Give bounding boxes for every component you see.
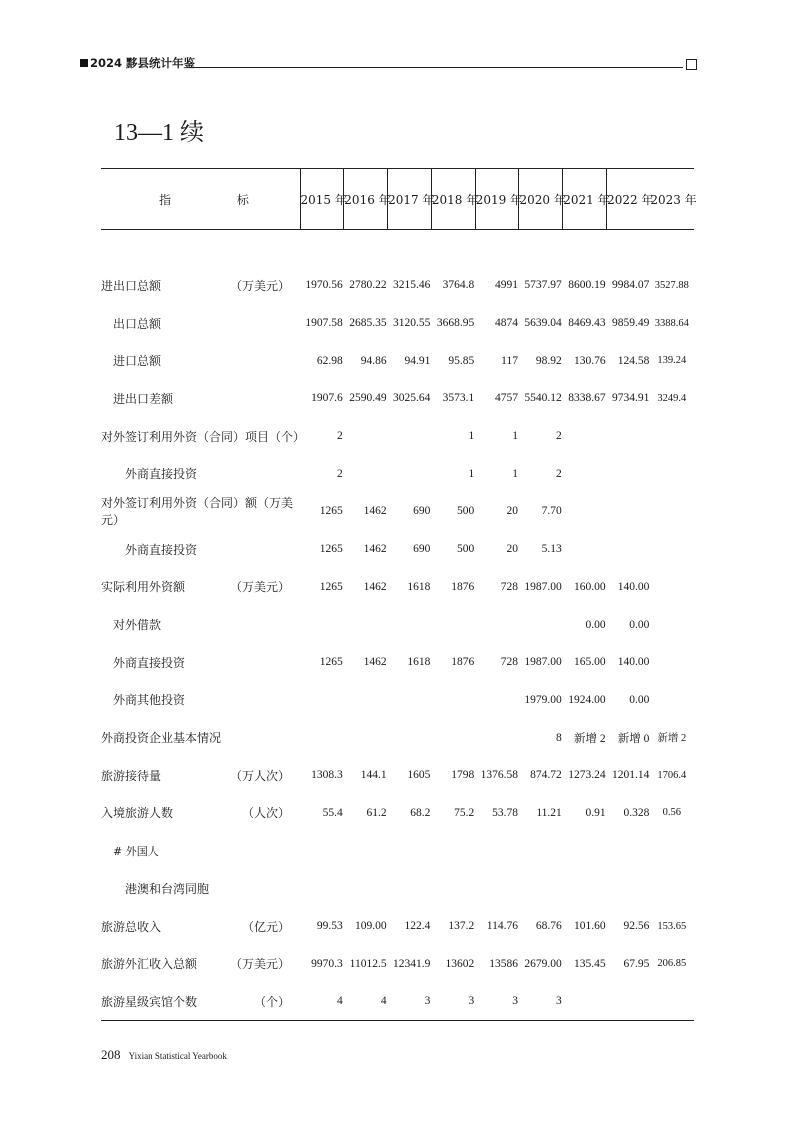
value-cell — [519, 606, 563, 644]
value-cell: 140.00 — [617, 656, 650, 669]
row-name: 外商其他投资 — [113, 693, 186, 708]
value-cell — [300, 719, 344, 757]
value-cell: 1876 — [451, 580, 475, 593]
value-cell: 0.56 — [662, 807, 681, 819]
value-cell: 1376.58 — [480, 769, 518, 782]
table-row — [101, 832, 694, 870]
value-cell: 5639.04 — [524, 317, 562, 330]
table-heading: 13—1 续 — [114, 120, 204, 146]
value-cell: 1265 — [319, 543, 343, 556]
value-cell — [563, 417, 607, 455]
row-label-cell — [101, 719, 300, 757]
row-label — [101, 654, 300, 671]
row-unit: （个） — [253, 994, 290, 1009]
value-cell: 130.76 — [573, 354, 606, 367]
value-cell — [475, 832, 519, 870]
value-cell — [563, 983, 607, 1021]
value-cell — [650, 417, 694, 455]
value-cell: 3764.8 — [442, 279, 475, 292]
table-row — [101, 380, 694, 418]
value-cell: 75.2 — [454, 806, 475, 819]
value-cell: 1798 — [451, 769, 475, 782]
value-cell — [607, 530, 651, 568]
value-cell — [431, 870, 475, 908]
value-cell — [475, 681, 519, 719]
table-row — [101, 643, 694, 681]
value-cell: 165.00 — [573, 656, 606, 669]
running-header — [80, 56, 697, 72]
value-cell: 2 — [556, 467, 562, 480]
value-cell: 4874 — [494, 317, 518, 330]
value-cell — [388, 719, 432, 757]
value-cell — [607, 983, 651, 1021]
value-cell — [519, 832, 563, 870]
value-cell: 117 — [501, 354, 518, 367]
value-cell: 2590.49 — [349, 392, 387, 405]
value-cell — [344, 681, 388, 719]
row-label-cell — [101, 304, 300, 342]
value-cell: 1706.4 — [657, 769, 687, 781]
row-name: 进出口差额 — [113, 391, 174, 406]
value-cell — [344, 870, 388, 908]
year-column-header: 2019 年 — [475, 169, 519, 230]
indicator-column-header — [101, 169, 300, 230]
value-cell: 68.2 — [410, 806, 431, 819]
table-row — [101, 304, 694, 342]
row-name: 旅游外汇收入总额 — [101, 957, 198, 972]
value-cell — [650, 455, 694, 493]
value-cell: 874.72 — [530, 769, 562, 782]
value-cell — [300, 870, 344, 908]
value-cell: 9970.3 — [311, 957, 343, 970]
row-label-cell — [101, 945, 300, 983]
value-cell — [607, 417, 651, 455]
value-cell: 99.53 — [316, 920, 343, 933]
value-cell: 62.98 — [316, 354, 343, 367]
value-cell — [431, 832, 475, 870]
value-cell: 55.4 — [322, 806, 343, 819]
value-cell: 68.76 — [535, 920, 562, 933]
value-cell: 94.91 — [404, 354, 431, 367]
row-label — [101, 767, 300, 784]
row-name: 外商直接投资 — [125, 542, 198, 557]
value-cell: 2685.35 — [349, 317, 387, 330]
table-row — [101, 870, 694, 908]
table-row — [101, 907, 694, 945]
value-cell: 139.24 — [657, 355, 687, 367]
value-cell — [388, 681, 432, 719]
row-name: 入境旅游人数 — [101, 806, 174, 821]
row-label — [101, 277, 300, 294]
value-cell: 67.95 — [623, 957, 650, 970]
row-label-cell — [101, 267, 300, 305]
table-row — [101, 342, 694, 380]
row-name: 出口总额 — [113, 316, 162, 331]
row-label-cell — [101, 568, 300, 606]
row-unit: （万美元） — [229, 957, 290, 972]
value-cell: 0.00 — [629, 693, 650, 706]
value-cell — [344, 606, 388, 644]
value-cell — [388, 832, 432, 870]
statistics-table — [101, 168, 697, 1021]
yearbook-title-text: 2024 黟县统计年鉴 — [90, 56, 196, 70]
value-cell: 2780.22 — [349, 279, 387, 292]
value-cell: 0.91 — [585, 806, 606, 819]
value-cell: 2 — [337, 430, 343, 443]
value-cell: 2 — [556, 430, 562, 443]
row-name: 进出口总额 — [101, 278, 162, 293]
value-cell — [563, 493, 607, 531]
value-cell — [431, 606, 475, 644]
value-cell: 2679.00 — [524, 957, 562, 970]
value-cell: 1876 — [451, 656, 475, 669]
value-cell: 9859.49 — [612, 317, 650, 330]
row-label-cell — [101, 832, 300, 870]
row-label — [101, 428, 306, 445]
value-cell: 1462 — [363, 543, 387, 556]
value-cell: 114.76 — [486, 920, 518, 933]
value-cell: 5737.97 — [524, 279, 562, 292]
value-cell: 160.00 — [573, 580, 606, 593]
year-column-header: 2016 年 — [344, 169, 388, 230]
row-label — [101, 691, 300, 708]
row-name: 对外借款 — [113, 618, 162, 633]
page-number: 208 — [101, 1047, 121, 1062]
row-label-cell — [101, 380, 300, 418]
table-row — [101, 719, 694, 757]
value-cell: 4757 — [494, 392, 518, 405]
statistics-table-container — [101, 168, 697, 1021]
value-cell — [650, 568, 694, 606]
value-cell — [475, 719, 519, 757]
value-cell: 137.2 — [448, 920, 475, 933]
value-cell: 1 — [468, 467, 475, 480]
value-cell: 92.56 — [623, 920, 650, 933]
row-label — [101, 729, 300, 746]
value-cell: 1462 — [363, 505, 387, 518]
value-cell — [344, 455, 388, 493]
yearbook-title — [80, 56, 195, 70]
row-label — [101, 616, 300, 633]
value-cell: 728 — [500, 656, 518, 669]
row-label — [101, 918, 300, 935]
value-cell: 8 — [556, 731, 562, 744]
table-row — [101, 530, 694, 568]
value-cell: 1618 — [407, 580, 431, 593]
spacer-row — [101, 230, 694, 267]
value-cell: 1273.24 — [568, 769, 606, 782]
value-cell — [388, 870, 432, 908]
value-cell: 3215.46 — [393, 279, 431, 292]
value-cell: 1201.14 — [612, 769, 650, 782]
row-label-cell — [101, 870, 300, 908]
value-cell: 13586 — [489, 957, 518, 970]
value-cell: 53.78 — [492, 806, 518, 819]
table-row — [101, 681, 694, 719]
value-cell: 3 — [388, 983, 432, 1021]
year-column-header: 2015 年 — [300, 169, 344, 230]
value-cell: 1907.6 — [311, 392, 343, 405]
value-cell: 新增 2 — [573, 732, 606, 745]
value-cell: 1924.00 — [568, 693, 606, 706]
row-label — [101, 352, 300, 369]
value-cell — [300, 681, 344, 719]
value-cell: 11.21 — [536, 806, 562, 819]
table-row — [101, 568, 694, 606]
value-cell: 20 — [506, 505, 518, 518]
row-label — [101, 315, 300, 332]
value-cell: 1265 — [319, 656, 343, 669]
row-label-cell — [101, 342, 300, 380]
value-cell — [650, 870, 694, 908]
value-cell — [431, 681, 475, 719]
value-cell: 1 — [512, 467, 518, 480]
row-name: # 外国人 — [113, 844, 159, 858]
row-unit: （万美元） — [229, 580, 290, 595]
row-name: 对外签订利用外资（合同）额（万美元） — [101, 496, 294, 528]
value-cell: 3573.1 — [442, 392, 475, 405]
value-cell — [650, 530, 694, 568]
value-cell: 95.85 — [448, 354, 475, 367]
page-footer — [101, 1044, 227, 1063]
row-label — [101, 993, 300, 1010]
row-name: 外商直接投资 — [113, 655, 186, 670]
year-column-header: 2022 年 — [607, 169, 651, 230]
value-cell — [344, 417, 388, 455]
value-cell: 124.58 — [617, 354, 650, 367]
year-column-header: 2023 年 — [650, 169, 694, 230]
row-label-cell — [101, 493, 300, 531]
value-cell: 1462 — [363, 580, 387, 593]
table-row — [101, 945, 694, 983]
value-cell: 4 — [300, 983, 344, 1021]
publication-name: Yixian Statistical Yearbook — [128, 1051, 227, 1061]
value-cell: 153.65 — [657, 920, 687, 932]
year-column-header: 2020 年 — [519, 169, 563, 230]
row-label — [101, 880, 300, 897]
value-cell — [431, 719, 475, 757]
value-cell: 500 — [456, 505, 475, 518]
value-cell — [650, 493, 694, 531]
value-cell: 3 — [475, 983, 519, 1021]
value-cell: 1987.00 — [524, 656, 562, 669]
value-cell: 1265 — [319, 580, 343, 593]
value-cell — [607, 493, 651, 531]
value-cell — [563, 832, 607, 870]
value-cell: 8600.19 — [568, 279, 606, 292]
value-cell: 1907.58 — [305, 317, 343, 330]
value-cell: 122.4 — [404, 920, 431, 933]
value-cell: 500 — [456, 543, 475, 556]
value-cell: 0.00 — [629, 618, 650, 631]
value-cell: 1265 — [319, 505, 343, 518]
table-row — [101, 417, 694, 455]
value-cell — [475, 870, 519, 908]
value-cell: 1308.3 — [311, 769, 343, 782]
value-cell — [650, 983, 694, 1021]
value-cell: 1970.56 — [305, 279, 343, 292]
value-cell: 20 — [506, 543, 518, 556]
table-row — [101, 455, 694, 493]
value-cell: 7.70 — [541, 505, 562, 518]
value-cell: 11012.5 — [349, 957, 387, 970]
year-column-header: 2017 年 — [388, 169, 432, 230]
value-cell: 3388.64 — [654, 317, 689, 329]
value-cell — [650, 681, 694, 719]
row-label-cell — [101, 983, 300, 1021]
value-cell — [344, 832, 388, 870]
value-cell — [388, 417, 432, 455]
value-cell — [519, 870, 563, 908]
value-cell — [563, 455, 607, 493]
value-cell: 12341.9 — [393, 957, 431, 970]
value-cell: 8469.43 — [568, 317, 606, 330]
row-label-cell — [101, 643, 300, 681]
table-row — [101, 267, 694, 305]
value-cell — [650, 606, 694, 644]
value-cell: 1987.00 — [524, 580, 562, 593]
year-column-header: 2018 年 — [431, 169, 475, 230]
value-cell — [563, 530, 607, 568]
table-row — [101, 493, 694, 531]
square-bullet-icon — [80, 59, 88, 67]
row-unit: （万美元） — [229, 278, 290, 293]
row-label-cell — [101, 530, 300, 568]
row-label — [101, 804, 300, 821]
value-cell: 13602 — [445, 957, 475, 970]
value-cell: 109.00 — [354, 920, 387, 933]
value-cell: 3025.64 — [393, 392, 431, 405]
row-label — [101, 390, 300, 407]
row-label-cell — [101, 681, 300, 719]
value-cell: 3 — [431, 983, 475, 1021]
row-name: 旅游星级宾馆个数 — [101, 994, 198, 1009]
value-cell: 1 — [512, 430, 518, 443]
value-cell — [475, 606, 519, 644]
value-cell: 5.13 — [541, 543, 562, 556]
value-cell: 1979.00 — [524, 693, 562, 706]
value-cell: 1462 — [363, 656, 387, 669]
row-label — [101, 541, 300, 558]
row-name: 外商投资企业基本情况 — [101, 731, 222, 746]
row-name: 进口总额 — [113, 354, 162, 369]
indicator-header-char-2: 标 — [236, 192, 249, 207]
table-row — [101, 606, 694, 644]
table-row — [101, 756, 694, 794]
value-cell: 新增 2 — [657, 733, 687, 745]
value-cell: 5540.12 — [524, 392, 562, 405]
value-cell: 2 — [337, 467, 343, 480]
value-cell — [607, 870, 651, 908]
value-cell: 1605 — [407, 769, 431, 782]
row-label — [101, 494, 300, 528]
value-cell — [388, 606, 432, 644]
row-label-cell — [101, 794, 300, 832]
year-column-header: 2021 年 — [563, 169, 607, 230]
value-cell — [300, 832, 344, 870]
value-cell: 206.85 — [657, 958, 687, 970]
row-label-cell — [101, 417, 306, 455]
row-unit: （人次） — [241, 806, 290, 821]
row-name: 对外签订利用外资（合同）项目（个） — [101, 429, 306, 444]
value-cell: 3668.95 — [436, 317, 475, 330]
row-name: 旅游总收入 — [101, 919, 162, 934]
header-rule — [190, 67, 683, 68]
value-cell: 0.328 — [623, 806, 650, 819]
value-cell: 144.1 — [360, 769, 387, 782]
table-row — [101, 983, 694, 1021]
value-cell — [607, 455, 651, 493]
row-label — [101, 843, 300, 859]
row-label-cell — [101, 606, 300, 644]
value-cell: 4991 — [494, 279, 518, 292]
value-cell: 3527.88 — [654, 279, 689, 291]
value-cell: 98.92 — [535, 354, 562, 367]
row-label — [101, 955, 300, 972]
value-cell — [300, 606, 344, 644]
value-cell: 4 — [344, 983, 388, 1021]
row-unit: （亿元） — [241, 919, 290, 934]
value-cell — [388, 455, 432, 493]
row-label-cell — [101, 756, 300, 794]
indicator-header-char-1: 指 — [159, 192, 172, 207]
row-name: 外商直接投资 — [125, 467, 198, 482]
value-cell: 1 — [468, 430, 475, 443]
value-cell: 0.00 — [585, 618, 606, 631]
row-label — [101, 578, 300, 595]
value-cell: 94.86 — [360, 354, 387, 367]
table-body — [101, 230, 694, 1021]
row-unit: （万人次） — [229, 768, 290, 783]
value-cell — [650, 643, 694, 681]
value-cell: 8338.67 — [568, 392, 606, 405]
value-cell — [650, 832, 694, 870]
value-cell: 690 — [413, 505, 431, 518]
row-label — [101, 465, 300, 482]
value-cell — [344, 719, 388, 757]
value-cell: 101.60 — [573, 920, 606, 933]
row-name: 实际利用外资额 — [101, 580, 186, 595]
value-cell: 728 — [500, 580, 518, 593]
value-cell — [607, 832, 651, 870]
value-cell — [563, 870, 607, 908]
header-row — [101, 169, 694, 230]
value-cell: 新增 0 — [617, 732, 650, 745]
value-cell: 61.2 — [366, 806, 387, 819]
row-label-cell — [101, 455, 300, 493]
value-cell: 140.00 — [617, 580, 650, 593]
value-cell: 3 — [519, 983, 563, 1021]
value-cell: 3120.55 — [393, 317, 431, 330]
row-name: 港澳和台湾同胞 — [125, 881, 210, 896]
value-cell: 9984.07 — [612, 279, 650, 292]
value-cell: 3249.4 — [657, 392, 687, 404]
corner-box-icon — [686, 59, 697, 70]
value-cell: 135.45 — [573, 957, 606, 970]
table-row — [101, 794, 694, 832]
row-name: 旅游接待量 — [101, 768, 162, 783]
row-label-cell — [101, 907, 300, 945]
value-cell: 9734.91 — [612, 392, 650, 405]
value-cell: 1618 — [407, 656, 431, 669]
value-cell: 690 — [413, 543, 431, 556]
